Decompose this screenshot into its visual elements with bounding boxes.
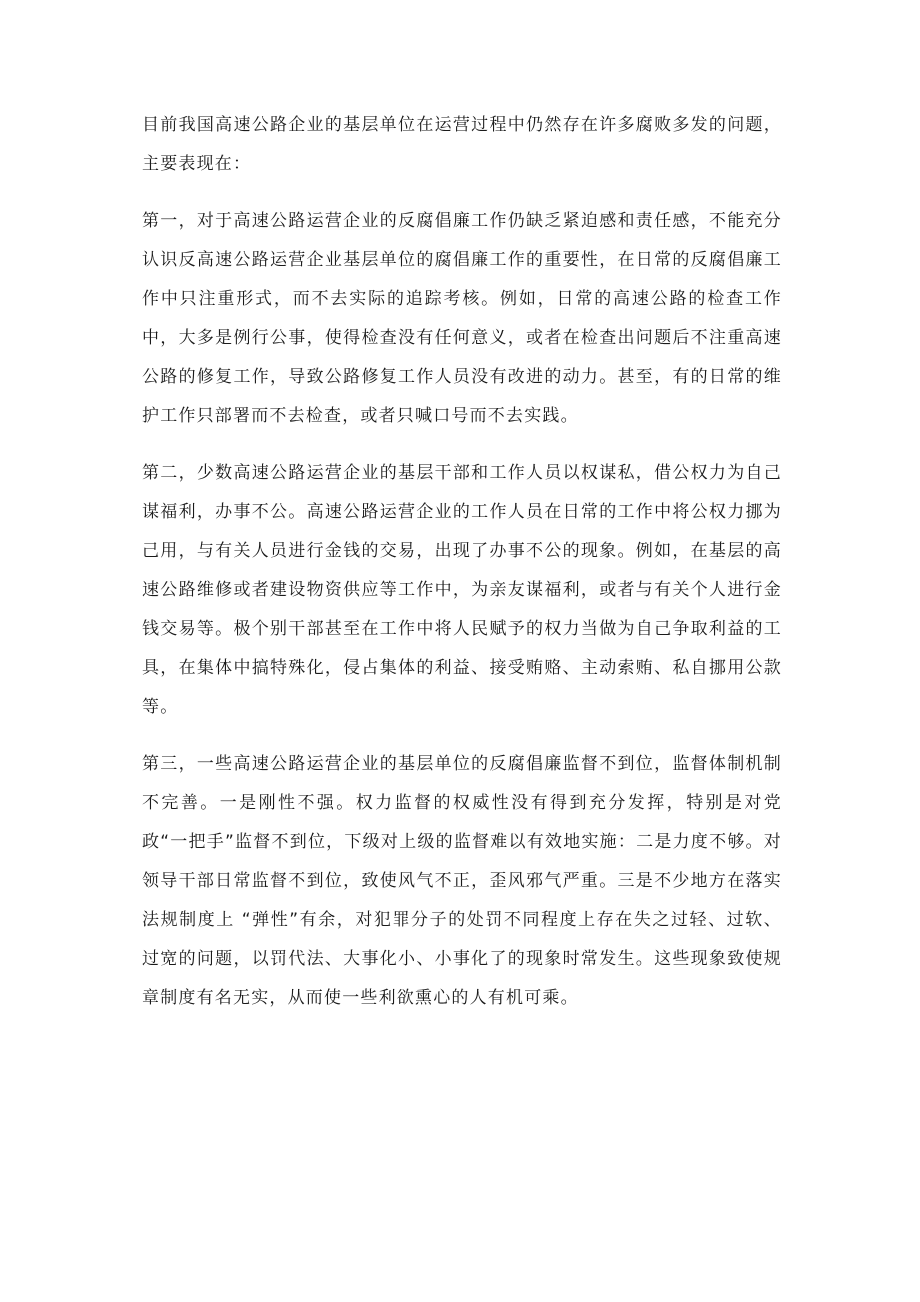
paragraph-second: 第二，少数高速公路运营企业的基层干部和工作人员以权谋私，借公权力为自己谋福利，办事不公。高速公路运营企业的工作人员在日常的工作中将公权力挪为己用，与有关人员进行金钱的交易，出现了办事不公的现象。例如，在基层的高速公路维修或者建设物资供应等工作中，为亲友谋福利，或者与有关个人进行金钱交易等。极个别干部甚至在工作中将人民赋予的权力当做为自己争取利益的工具，在集体中搞特殊化，侵占集体的利益、接受贿赂、主动索贿、私自挪用公款等。 (142, 463, 782, 717)
paragraph-intro: 目前我国高速公路企业的基层单位在运营过程中仍然存在许多腐败多发的问题，主要表现在： (142, 115, 782, 174)
paragraph-third: 第三，一些高速公路运营企业的基层单位的反腐倡廉监督不到位，监督体制机制不完善。一是刚性不强。权力监督的权威性没有得到充分发挥，特别是对党政“一把手”监督不到位，下级对上级的监督难以有效地实施：二是力度不够。对领导干部日常监督不到位，致使风气不正，歪风邪气严重。三是不少地方在落实法规制度上 “弹性”有余，对犯罪分子的处罚不同程度上存在失之过轻、过软、过宽的问题，以罚代法、大事化小、小事化了的现象时常发生。这些现象致使规章制度有名无实，从而使一些利欲熏心的人有机可乘。 (142, 754, 782, 1008)
paragraph-first: 第一，对于高速公路运营企业的反腐倡廉工作仍缺乏紧迫感和责任感，不能充分认识反高速公路运营企业基层单位的腐倡廉工作的重要性，在日常的反腐倡廉工作中只注重形式，而不去实际的追踪考核。例如，日常的高速公路的检查工作中，大多是例行公事，使得检查没有任何意义，或者在检查出问题后不注重高速公路的修复工作，导致公路修复工作人员没有改进的动力。甚至，有的日常的维护工作只部署而不去检查，或者只喊口号而不去实践。 (142, 211, 782, 426)
document-body (142, 106, 782, 1018)
